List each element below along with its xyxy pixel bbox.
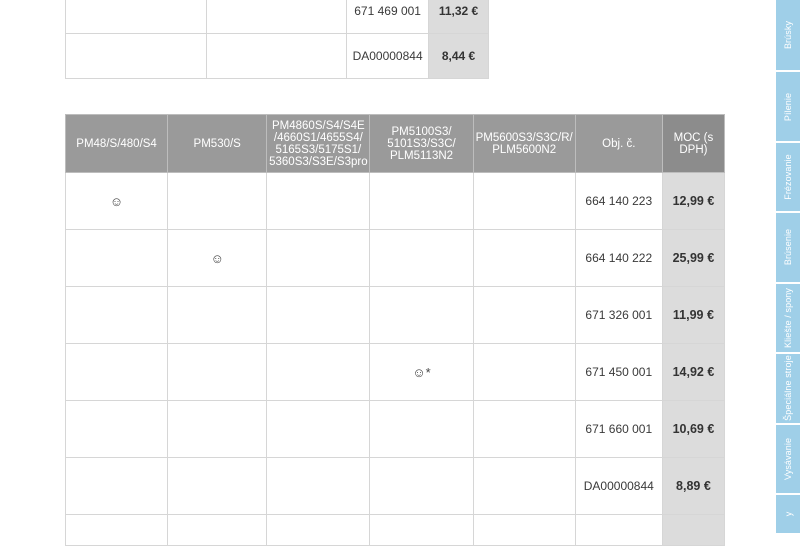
- compatibility-cell: [370, 287, 473, 344]
- compatibility-cell: [473, 401, 575, 458]
- price-cell: 8,44 €: [429, 34, 489, 79]
- table-row: [66, 173, 725, 230]
- chapter-tab-strip: [776, 0, 800, 535]
- order-number-cell: DA00000844: [575, 458, 662, 515]
- column-header: PM5600S3/S3C/R/ PLM5600N2: [473, 115, 575, 173]
- compatibility-cell: [370, 458, 473, 515]
- chapter-tab[interactable]: [776, 72, 800, 140]
- table-cell: [370, 515, 473, 546]
- compatibility-cell: [66, 401, 168, 458]
- compatibility-cell: [267, 287, 370, 344]
- price-cell: 8,89 €: [662, 458, 724, 515]
- compatibility-cell: [168, 344, 267, 401]
- compatibility-cell: [66, 344, 168, 401]
- table-row: [66, 458, 725, 515]
- compatibility-cell: [267, 173, 370, 230]
- compatible-mark-icon: ☺*: [412, 364, 431, 380]
- order-number-cell: 664 140 222: [575, 230, 662, 287]
- chapter-tab-label: Frézovanie: [783, 154, 793, 200]
- compatibility-cell: [370, 230, 473, 287]
- table-cell: [168, 515, 267, 546]
- order-number-cell: 671 660 001: [575, 401, 662, 458]
- compatibility-cell: [473, 173, 575, 230]
- chapter-tab-label: Pílenie: [783, 92, 793, 121]
- table-row: [66, 287, 725, 344]
- column-header: PM4860S/S4/S4E /4660S1/4655S4/ 5165S3/5175S1/ 5360S3/S3E/S3pro: [267, 115, 370, 173]
- compatibility-cell: [66, 173, 168, 230]
- order-number-cell: DA00000844: [347, 34, 429, 79]
- table-cell: [66, 34, 207, 79]
- chapter-tab[interactable]: [776, 284, 800, 352]
- compatibility-cell: [168, 458, 267, 515]
- chapter-tab-label: y: [782, 511, 793, 517]
- compatibility-cell: [168, 230, 267, 287]
- compatibility-cell: [370, 401, 473, 458]
- compatibility-cell: [66, 230, 168, 287]
- chapter-tab[interactable]: [776, 495, 800, 533]
- table-cell: [66, 515, 168, 546]
- table-row: [66, 515, 725, 546]
- compatibility-cell: [473, 458, 575, 515]
- compatibility-cell: [370, 173, 473, 230]
- compatibility-cell: [370, 344, 473, 401]
- column-header: PM5100S3/ 5101S3/S3C/ PLM5113N2: [370, 115, 473, 173]
- price-cell: 10,69 €: [662, 401, 724, 458]
- compatibility-cell: [168, 173, 267, 230]
- compatibility-cell: [66, 458, 168, 515]
- table-cell: [473, 515, 575, 546]
- compatibility-cell: [473, 287, 575, 344]
- compatibility-cell: [267, 401, 370, 458]
- table-cell: [575, 515, 662, 546]
- table-row: [66, 0, 489, 34]
- chapter-tab-label: Špeciálne stroje: [783, 355, 794, 422]
- table-row: [66, 401, 725, 458]
- table-header-row: [66, 115, 725, 173]
- compatible-mark-icon: ☺: [210, 250, 224, 266]
- compatibility-cell: [267, 458, 370, 515]
- order-number-cell: 671 469 001: [347, 0, 429, 34]
- price-cell: 12,99 €: [662, 173, 724, 230]
- compatibility-cell: [267, 230, 370, 287]
- compatibility-cell: [267, 344, 370, 401]
- price-cell: 25,99 €: [662, 230, 724, 287]
- chapter-tab-label: Kliešte / spony: [783, 287, 793, 348]
- chapter-tab[interactable]: [776, 0, 800, 70]
- order-number-cell: 664 140 223: [575, 173, 662, 230]
- table-row: [66, 230, 725, 287]
- chapter-tab-label: Brúsenie: [783, 229, 794, 266]
- order-number-cell: 671 326 001: [575, 287, 662, 344]
- table-row: [66, 34, 489, 79]
- table-cell: [206, 0, 347, 34]
- compatibility-cell: [473, 344, 575, 401]
- table-row: [66, 344, 725, 401]
- compatibility-cell: [168, 401, 267, 458]
- column-header-price: MOC (s DPH): [662, 115, 724, 173]
- chapter-tab[interactable]: [776, 354, 800, 422]
- table-cell: [66, 0, 207, 34]
- compatibility-cell: [473, 230, 575, 287]
- table-cell: [662, 515, 724, 546]
- compatibility-cell: [66, 287, 168, 344]
- column-header: PM530/S: [168, 115, 267, 173]
- chapter-tab-label: Brúsky: [783, 21, 794, 50]
- order-number-cell: 671 450 001: [575, 344, 662, 401]
- top-price-table: [65, 0, 489, 79]
- chapter-tab[interactable]: [776, 425, 800, 493]
- table-cell: [267, 515, 370, 546]
- compatible-mark-icon: ☺: [109, 193, 124, 209]
- compatibility-cell: [168, 287, 267, 344]
- column-header: PM48/S/480/S4: [66, 115, 168, 173]
- chapter-tab[interactable]: [776, 213, 800, 281]
- price-cell: 14,92 €: [662, 344, 724, 401]
- chapter-tab-label: Vysávanie: [783, 437, 793, 480]
- column-header-order-number: Obj. č.: [575, 115, 662, 173]
- compatibility-price-table: [65, 114, 725, 546]
- price-cell: 11,32 €: [429, 0, 489, 34]
- price-cell: 11,99 €: [662, 287, 724, 344]
- table-cell: [206, 34, 347, 79]
- chapter-tab[interactable]: [776, 143, 800, 211]
